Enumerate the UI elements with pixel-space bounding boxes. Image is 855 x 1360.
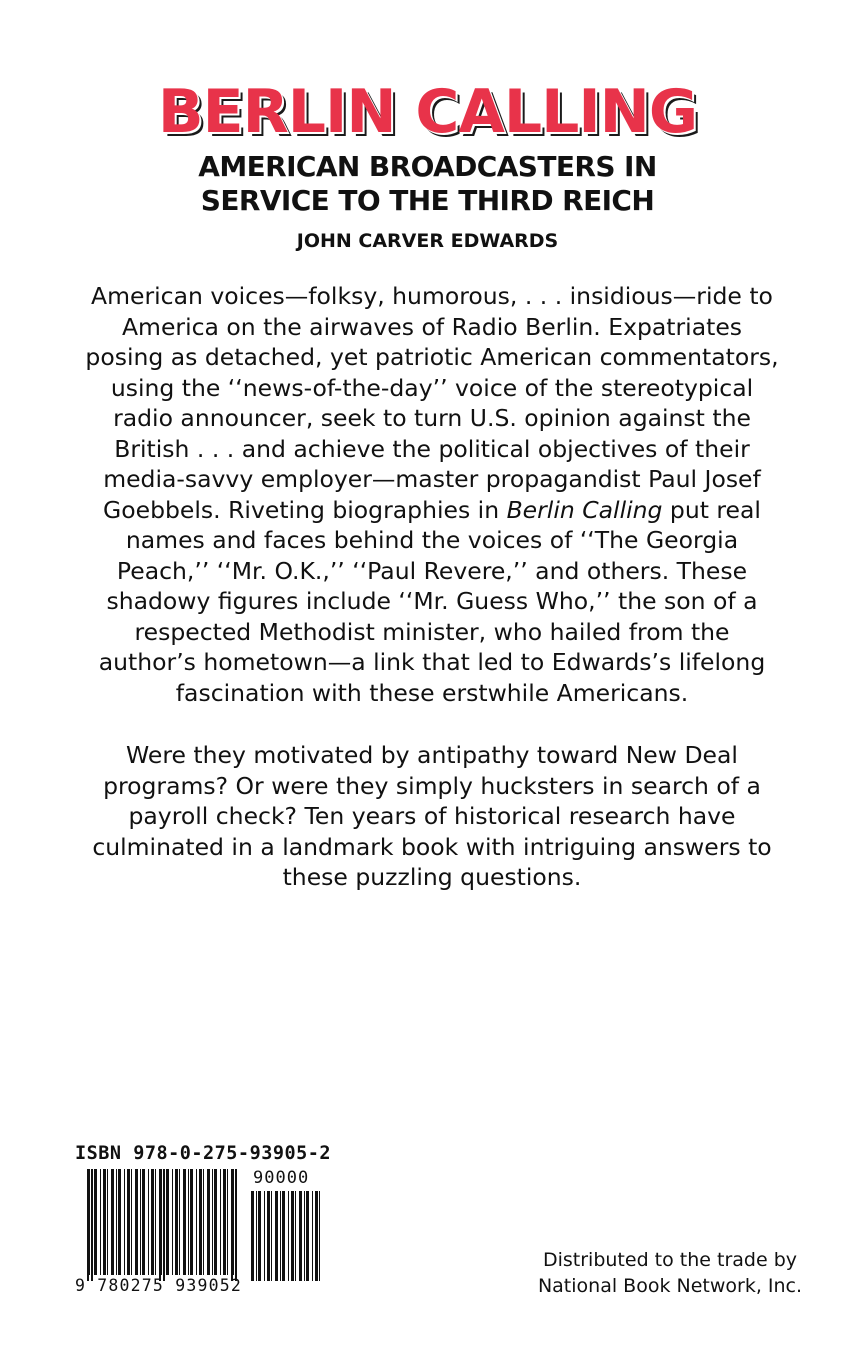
blurb-line: radio announcer, seek to turn U.S. opinion against the (113, 404, 751, 432)
blurb-paragraph-1 (62, 281, 802, 708)
barcode-bar (203, 1169, 204, 1275)
barcode-bar (214, 1169, 217, 1275)
subtitle-line-2: SERVICE TO THE THIRD REICH (200, 184, 655, 217)
barcode-bar (271, 1191, 272, 1281)
barcode-bar (142, 1169, 145, 1275)
subtitle-line-1: AMERICAN BROADCASTERS IN (198, 150, 657, 183)
barcode-bar (151, 1169, 154, 1275)
price-code: 90000 (253, 1168, 310, 1188)
barcode-bar (258, 1191, 261, 1281)
barcode-bar (166, 1169, 169, 1275)
blurb-paragraph-2 (62, 740, 802, 893)
blurb-line: shadowy figures include ‘‘Mr. Guess Who,’’ the son of a (106, 587, 758, 615)
barcode-bar (275, 1191, 278, 1281)
barcode-bar (188, 1169, 189, 1275)
barcode-bar (207, 1169, 210, 1275)
blurb-line: using the ‘‘news-of-the-day’’ voice of the stereotypical (110, 373, 754, 402)
barcode-bar (107, 1169, 108, 1275)
barcode-bar (127, 1169, 130, 1275)
blurb-line: payroll check? Ten years of historical research have (128, 802, 736, 830)
barcode-bar (312, 1191, 313, 1281)
blurb-line: culminated in a landmark book with intriguing answers to (92, 832, 772, 861)
barcode-guard-bar (87, 1169, 89, 1281)
barcode-bar (103, 1169, 106, 1275)
barcode-bar (223, 1169, 226, 1275)
barcode-bar (172, 1169, 173, 1275)
blurb-line: fascination with these erstwhile Americans. (175, 678, 689, 707)
blurb-line: these puzzling questions. (282, 863, 582, 891)
barcode-bar (190, 1169, 193, 1275)
barcode-bar (282, 1191, 285, 1281)
distributor-line-2: National Book Network, Inc. (537, 1275, 803, 1297)
barcode-bar (124, 1169, 125, 1275)
barcode-bar (199, 1169, 202, 1275)
barcode-bar (175, 1169, 178, 1275)
barcode-bar (94, 1169, 97, 1275)
barcode-bar (131, 1169, 132, 1275)
blurb-line: Peach,’’ ‘‘Mr. O.K.,’’ ‘‘Paul Revere,’’ and others. These (116, 556, 748, 585)
barcode-bar (295, 1191, 296, 1281)
blurb-line: respected Methodist minister, who hailed from the (134, 617, 730, 646)
barcode-bar (100, 1169, 101, 1275)
barcode-guard-bar (163, 1169, 165, 1281)
barcode-bar (251, 1191, 254, 1281)
book-subtitle (0, 150, 855, 218)
barcode-bar (288, 1191, 289, 1281)
barcode-bar (315, 1191, 318, 1281)
isbn-label: ISBN 978-0-275-93905-2 (75, 1143, 332, 1164)
blurb-line: programs? Or were they simply hucksters in search of a (103, 771, 761, 800)
barcode-guard-bar (159, 1169, 161, 1281)
barcode-bar (148, 1169, 149, 1275)
barcode-bar (319, 1191, 320, 1281)
barcode-bar (196, 1169, 197, 1275)
barcode-guard-bar (235, 1169, 237, 1281)
barcode-guard-bar (91, 1169, 93, 1281)
barcode-bar (111, 1169, 114, 1275)
barcode-bar (212, 1169, 213, 1275)
barcode-bar (264, 1191, 265, 1281)
blurb-line: posing as detached, yet patriotic American commentators, (85, 343, 779, 371)
blurb-line: names and faces behind the voices of ‘‘The Georgia (125, 526, 739, 554)
book-title-italic: Berlin Calling (506, 495, 663, 524)
barcode-bar (256, 1191, 257, 1281)
barcode-bar (179, 1169, 180, 1275)
barcode-bar (116, 1169, 117, 1275)
book-title: BERLIN CALLING (157, 77, 698, 147)
barcode-bar (306, 1191, 309, 1281)
barcode-bar (280, 1191, 281, 1281)
barcode-guard-bar (231, 1169, 233, 1281)
barcode-bar (155, 1169, 156, 1275)
barcode-bar (183, 1169, 186, 1275)
blurb-line: British . . . and achieve the political objectives of their (114, 434, 750, 463)
barcode-bar (227, 1169, 228, 1275)
barcode-bar (304, 1191, 305, 1281)
author-name: JOHN CARVER EDWARDS (296, 230, 559, 252)
blurb-text: Goebbels. Riveting biographies in (103, 495, 507, 524)
blurb-line: American voices—folksy, humorous, . . . insidious—ride to (91, 282, 773, 310)
barcode-bar (140, 1169, 141, 1275)
barcode-bar (135, 1169, 138, 1275)
isbn-barcode (75, 1143, 345, 1303)
blurb-line: author’s hometown—a link that led to Edwards’s lifelong (98, 648, 766, 676)
distributor-note (520, 1247, 820, 1299)
blurb-line (62, 495, 802, 526)
barcode-bar (118, 1169, 121, 1275)
blurb-line: America on the airwaves of Radio Berlin. Expatriates (121, 312, 743, 341)
distributor-line-1: Distributed to the trade by (542, 1249, 798, 1271)
blurb-line: media-savvy employer—master propagandist Paul Josef (103, 465, 761, 493)
barcode-bar (291, 1191, 294, 1281)
ean-digits: 9 780275 939052 (75, 1276, 243, 1295)
blurb-text: put real (662, 495, 761, 524)
barcode-bar (267, 1191, 270, 1281)
barcode-bar (220, 1169, 221, 1275)
barcode-bar (299, 1191, 302, 1281)
blurb-line: Were they motivated by antipathy toward New Deal (126, 741, 738, 769)
